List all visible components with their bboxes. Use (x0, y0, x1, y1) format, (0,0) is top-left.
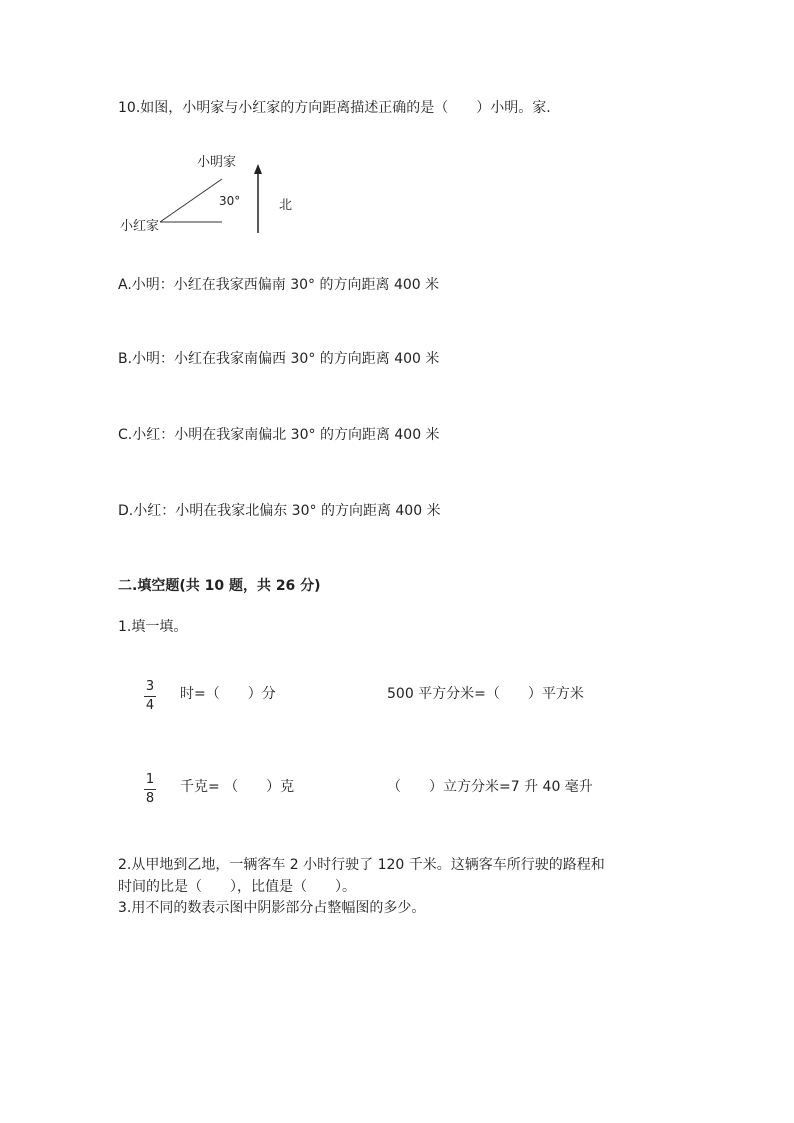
q1-item1: 时=（ ）分 (180, 686, 276, 702)
q2-line2: 时间的比是（ ），比值是（ ）。 (118, 879, 356, 895)
option-c[interactable]: C.小红：小明在我家南偏北 30° 的方向距离 400 米 (118, 427, 440, 443)
label-xiaoming-home: 小明家 (197, 155, 237, 170)
label-xiaohong-home: 小红家 (120, 219, 160, 234)
option-a[interactable]: A.小明：小红在我家西偏南 30° 的方向距离 400 米 (118, 277, 440, 293)
fraction-bar (144, 696, 156, 697)
q3-stem: 3.用不同的数表示图中阴影部分占整幅图的多少。 (118, 900, 426, 916)
q2-line1: 2.从甲地到乙地，一辆客车 2 小时行驶了 120 千米。这辆客车所行驶的路程和 (118, 857, 605, 873)
fraction-three-quarters (144, 680, 156, 713)
fraction-numerator: 1 (145, 772, 155, 787)
fraction-denominator: 8 (145, 791, 155, 806)
section-heading: 二.填空题(共 10 题，共 26 分) (118, 578, 321, 594)
fraction-numerator: 3 (145, 679, 155, 694)
q1-item2: 500 平方分米=（ ）平方米 (387, 686, 584, 702)
q1-stem: 1.填一填。 (118, 619, 188, 635)
option-b[interactable]: B.小明：小红在我家南偏西 30° 的方向距离 400 米 (118, 351, 440, 367)
question-10-stem: 10.如图，小明家与小红家的方向距离描述正确的是（ ）小明。家. (118, 100, 551, 116)
north-arrow-icon (254, 164, 262, 174)
direction-line (160, 179, 222, 222)
q1-item3: 千克= （ ）克 (180, 779, 295, 795)
fraction-bar (144, 789, 156, 790)
fraction-denominator: 4 (145, 698, 155, 713)
label-north: 北 (279, 198, 293, 213)
label-angle: 30° (219, 194, 241, 208)
fraction-one-eighth (144, 773, 156, 806)
q1-item4: （ ）立方分米=7 升 40 毫升 (387, 779, 593, 795)
option-d[interactable]: D.小红：小明在我家北偏东 30° 的方向距离 400 米 (118, 503, 441, 519)
